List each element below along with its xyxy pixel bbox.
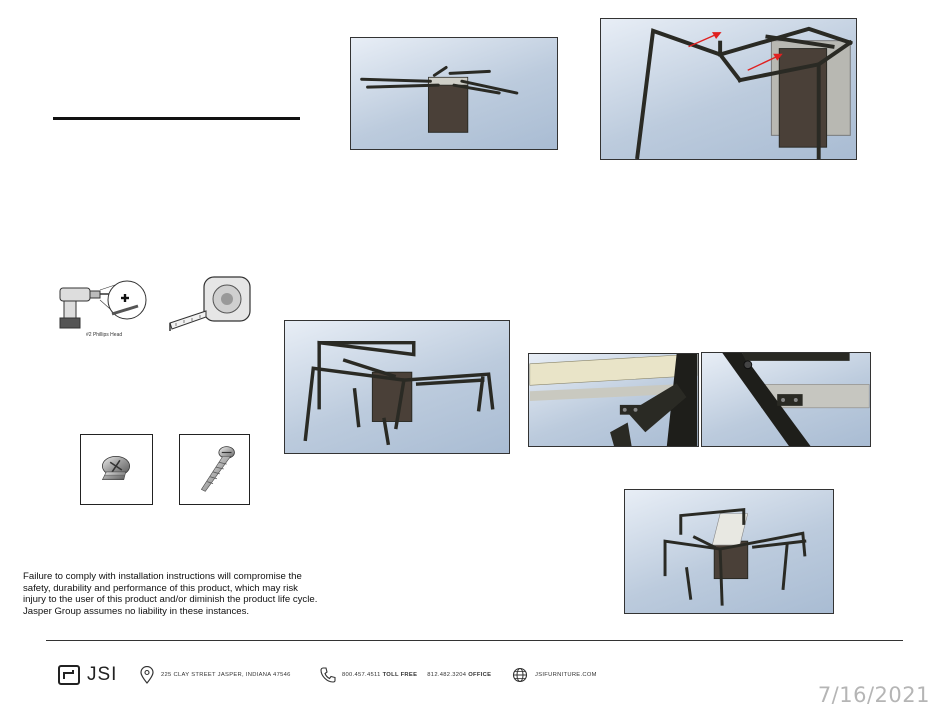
title-underline	[53, 117, 300, 120]
assembly-render-step-4	[624, 489, 834, 614]
office-label: OFFICE	[468, 672, 492, 678]
date-stamp: 7/16/2021	[817, 683, 930, 707]
footer-website	[512, 664, 597, 686]
brand-name: JSI	[87, 664, 118, 685]
tape-measure-icon	[166, 273, 254, 335]
pan-head-screw-box	[80, 434, 153, 505]
drill-icon	[52, 276, 147, 334]
jsi-logo-icon	[58, 665, 80, 685]
assembly-render-step-2	[600, 18, 857, 160]
assembly-detail-right	[701, 352, 871, 447]
footer-brand	[58, 664, 117, 686]
pan-head-screw-icon	[81, 435, 152, 504]
office-number: 812.482.3204	[427, 672, 467, 678]
website-link[interactable]: JSIFURNITURE.COM	[535, 672, 597, 678]
toll-free-label: TOLL FREE	[382, 672, 418, 678]
footer-phone	[320, 664, 491, 686]
assembly-detail-left	[528, 353, 699, 447]
footer-divider	[46, 640, 903, 641]
address-text: 225 CLAY STREET JASPER, INDIANA 47546	[161, 672, 291, 678]
footer-address	[140, 664, 291, 686]
drill-caption: #2 Phillips Head	[86, 332, 123, 338]
globe-icon	[512, 667, 528, 683]
wood-screw-icon	[180, 435, 249, 504]
wood-screw-box	[179, 434, 250, 505]
assembly-render-step-1	[350, 37, 558, 150]
phone-icon	[320, 667, 336, 683]
assembly-render-step-3	[284, 320, 510, 454]
location-pin-icon	[140, 666, 154, 684]
warning-text: Failure to comply with installation instructions will compromise the safety, durability and performance of this product, which may risk injury to the user of this product and/or diminish the product life cycle. Jasper Group assumes no liability in these instances.	[23, 571, 318, 617]
toll-free-number: 800.457.4511	[342, 672, 381, 678]
